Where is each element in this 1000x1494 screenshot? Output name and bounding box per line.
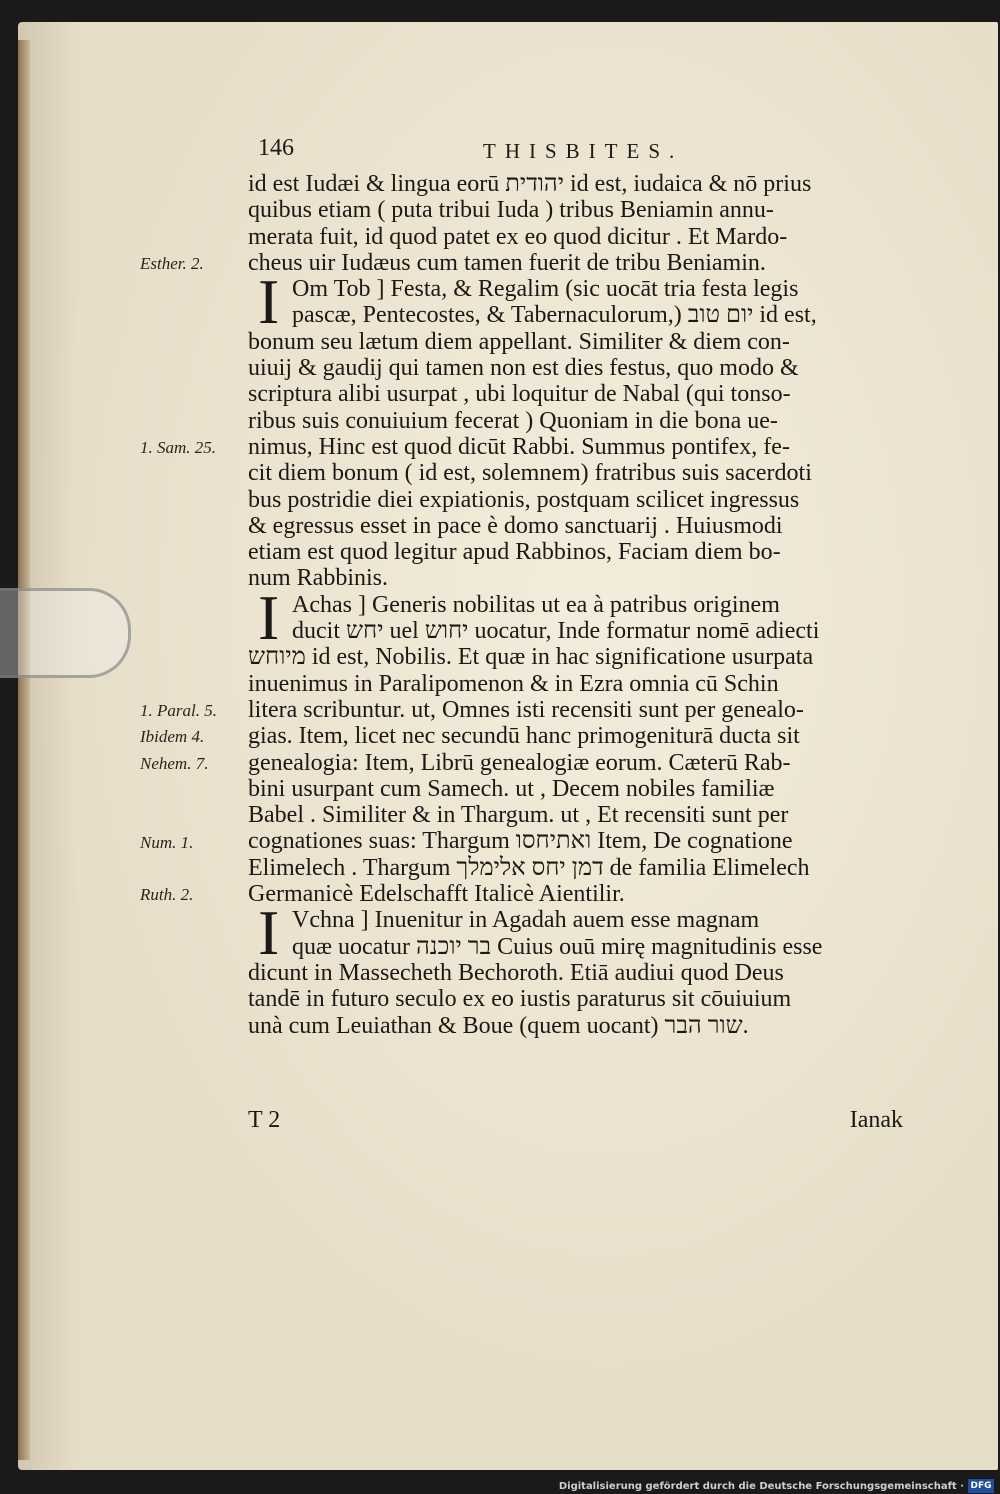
- text-line: cit diem bonum ( id est, solemnem) fratribus suis sacerdoti: [248, 460, 812, 487]
- page-footer: [248, 1107, 903, 1137]
- signature-mark: T 2: [248, 1107, 281, 1133]
- page-header: [258, 135, 898, 169]
- text-line: litera scribuntur. ut, Omnes isti recensiti sunt per genealo-: [248, 696, 804, 723]
- text-line: quibus etiam ( puta tribui Iuda ) tribus Beniamin annu-: [248, 197, 774, 224]
- drop-cap: I: [258, 581, 280, 653]
- marginal-note: Nehem. 7.: [140, 753, 209, 773]
- text-line: Babel . Similiter & in Thargum. ut , Et recensiti sunt per: [248, 802, 789, 829]
- text-line: inuenimus in Paralipomenon & in Ezra omnia cū Schin: [248, 670, 779, 697]
- text-line: bus postridie diei expiationis, postquam scilicet ingressus: [248, 486, 800, 513]
- text-line: id est Iudæi & lingua eorū יהודית id est, iudaica & nō prius: [248, 171, 812, 197]
- text-line: etiam est quod legitur apud Rabbinos, Faciam diem bo-: [248, 539, 781, 566]
- text-line: bonum seu lætum diem appellant. Similiter & diem con-: [248, 328, 790, 355]
- text-line: Vchna ] Inuenitur in Agadah auem esse magnam: [292, 907, 760, 934]
- dfg-logo-icon: DFG: [968, 1479, 994, 1493]
- text-line: pascæ, Pentecostes, & Tabernaculorum,) יום טוב id est,: [292, 302, 817, 329]
- marginal-note: Num. 1.: [140, 832, 194, 852]
- page-edge: [18, 40, 30, 1460]
- text-line: cognationes suas: Thargum ואתיחסו Item, De cognatione: [248, 828, 793, 855]
- text-line: dicunt in Massecheth Bechoroth. Etiā audiui quod Deus: [248, 959, 784, 986]
- text-line: Germanicè Edelschafft Italicè Aientilir.: [248, 881, 625, 908]
- text-line: Om Tob ] Festa, & Regalim (sic uocāt tria festa legis: [292, 276, 799, 303]
- text-line: scriptura alibi usurpat , ubi loquitur de Nabal (qui tonso-: [248, 381, 791, 408]
- text-line: gias. Item, licet nec secundū hanc primogeniturā ducta sit: [248, 723, 800, 750]
- text-line: nimus, Hinc est quod dicūt Rabbi. Summus pontifex, fe-: [248, 433, 790, 460]
- marginal-note: Ruth. 2.: [140, 885, 194, 905]
- drop-cap: I: [258, 897, 280, 969]
- text-line: bini usurpant cum Samech. ut , Decem nobiles familiæ: [248, 775, 775, 802]
- marginal-note: 1. Sam. 25.: [140, 438, 217, 457]
- marginal-note: Ibidem 4.: [140, 727, 205, 747]
- text-line: num Rabbinis.: [248, 565, 389, 592]
- page-clip: [0, 588, 131, 678]
- text-line: Achas ] Generis nobilitas ut ea à patribus originem: [292, 591, 780, 618]
- scan-credit: Digitalisierung gefördert durch die Deutsche Forschungsgemeinschaft ·: [558, 1481, 964, 1492]
- text-line: ribus suis conuiuium fecerat ) Quoniam in die bona ue-: [248, 407, 778, 434]
- marginal-note: 1. Paral. 5.: [140, 701, 217, 720]
- text-line: & egressus esset in pace è domo sanctuarij . Huiusmodi: [248, 512, 783, 539]
- text-line: מיוחש id est, Nobilis. Et quæ in hac significatione usurpata: [248, 644, 814, 671]
- text-line: unà cum Leuiathan & Boue (quem uocant) שור הבר.: [248, 1012, 749, 1039]
- running-head: THISBITES.: [483, 139, 684, 163]
- text-line: merata fuit, id quod patet ex eo quod dicitur . Et Mardo-: [248, 223, 788, 250]
- body-text: [248, 171, 910, 1039]
- text-line: ducit יחש uel יחוש uocatur, Inde formatur nomē adiecti: [292, 618, 820, 645]
- text-line: uiuij & gaudij qui tamen non est dies festus, quo modo &: [248, 355, 799, 382]
- marginal-note: Esther. 2.: [140, 253, 204, 273]
- text-line: genealogia: Item, Librū genealogiæ eorum. Cæterū Rab-: [248, 749, 791, 776]
- text-line: tandē in futuro seculo ex eo iustis paraturus sit cōuiuium: [248, 986, 792, 1013]
- text-line: quæ uocatur בר יוכנה Cuius ouū mirę magnitudinis esse: [292, 933, 823, 960]
- text-line: Elimelech . Thargum דמן יחס אלימלך de familia Elimelech: [248, 854, 810, 881]
- text-line: cheus uir Iudæus cum tamen fuerit de tribu Beniamin.: [248, 249, 766, 276]
- catchword: Ianak: [849, 1107, 903, 1133]
- drop-cap: I: [258, 266, 280, 338]
- page-number: 146: [258, 135, 294, 161]
